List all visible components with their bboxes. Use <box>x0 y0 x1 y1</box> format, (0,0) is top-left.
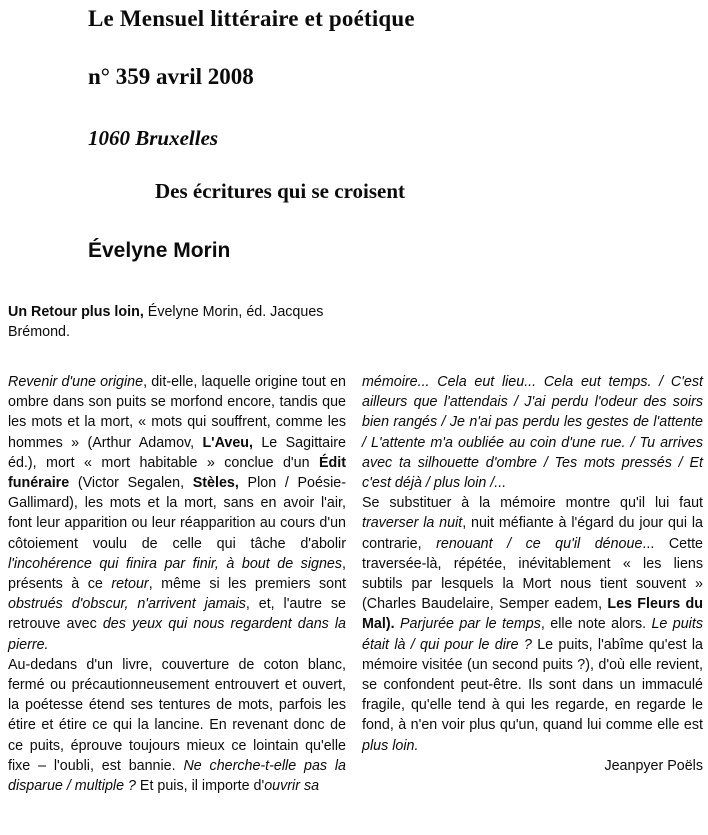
text-segment: Et puis, il importe d' <box>135 778 265 795</box>
text-segment: Le puits était là / qui pour le dire ? <box>362 616 703 653</box>
text-segment: plus loin. <box>362 737 419 754</box>
text-segment: obstrués d'obscur, n'arrivent jamais <box>8 596 246 613</box>
city-line: 1060 Bruxelles <box>88 126 219 150</box>
text-segment: Les Fleurs du Mal). <box>362 596 703 633</box>
paragraph-review-2 <box>8 655 346 796</box>
text-segment: mémoire... Cela eut lieu... Cela eut temps. / C'est ailleurs que l'attendais / J'ai perdu l'odeur des soirs bien rangés / Je n'ai pas perdu les gestes de l'attente / L'attente m'a oubliée au coin d'une rue. / Tu arrives avec ta silhouette d'ombre / Tes mots pressés / Et c'est déjà / plus loin /... <box>362 374 703 492</box>
left-column <box>8 372 346 796</box>
right-column <box>362 372 703 776</box>
text-segment: Se substituer à la mémoire montre qu'il lui faut <box>362 495 703 512</box>
text-segment: , dit-elle, laquelle origine tout en ombre dans son puits se morfond encore, tandis que les mots et la mort, « mots qui souffrent, comme les hommes » (Arthur Adamov, <box>8 374 346 451</box>
text-segment: Parjurée par le temps <box>399 616 541 633</box>
text-segment: ... Cette traversée-là, répétée, inévitablement « les liens subtils par lesquels la Mort nous tient souvent » (Charles Baudelaire, Semper eadem, <box>362 535 704 613</box>
text-segment: , nuit méfiante à l'égard du jour qui la contrarie, <box>362 515 704 552</box>
text-segment: Édit funéraire <box>8 454 346 492</box>
paragraph-review-1 <box>8 372 346 655</box>
paragraph-poem-quote <box>362 372 703 493</box>
text-segment: retour <box>111 576 149 593</box>
text-segment: traverser la nuit <box>362 515 463 532</box>
text-segment: Revenir d'une origine <box>8 374 144 390</box>
text-segment: ouvrir sa <box>264 778 320 795</box>
text-segment: , même si les premiers sont <box>148 576 346 593</box>
text-segment: Au-dedans d'un livre, couverture de coton blanc, fermé ou précautionneusement entrouvert et ouvert, la poétesse étend ses tentures de mots, parfois les étire et étire ce qui la lancine. En revenant donc de ce puits, éprouve toujours mieux ce lointain qu'elle fixe – l'oubli, est bannie. <box>8 656 346 774</box>
text-segment: , et, l'autre se retrouve avec <box>8 596 346 633</box>
text-segment: , elle note alors. <box>540 616 652 633</box>
author-heading: Évelyne Morin <box>88 239 231 262</box>
text-segment: Plon / Poésie-Gallimard), les mots et la mort, sans en avoir l'air, font leur apparition ou leur réapparition au cours d'un côtoiement voulu de celle qui tâche d'abolir <box>8 475 346 552</box>
text-segment: l'incohérence qui finira par finir, à bout de signes <box>8 555 343 572</box>
text-segment: Ne cherche-t-elle pas la disparue / multiple ? <box>8 757 347 795</box>
issue-number-line: n° 359 avril 2008 <box>88 64 254 89</box>
magazine-title: Le Mensuel littéraire et poétique <box>88 6 415 31</box>
paragraph-review-3 <box>362 493 703 756</box>
book-reference <box>8 303 346 342</box>
text-segment: Un Retour plus loin, <box>8 304 148 320</box>
text-segment: L'Aveu, <box>202 434 253 451</box>
text-segment: (Victor Segalen, <box>69 475 193 492</box>
text-segment: Le puits, l'abîme qu'est la mémoire visitée (un second puits ?), d'où elle revient, se confondent peut-être. Ils sont dans un immaculé fragile, qu'elle tend à qui les regarde, en regarde le fond, à n'en voir plus qu'un, quand lui comme elle est <box>362 636 703 734</box>
text-segment: des yeux qui nous regardent dans la pierre. <box>8 616 347 653</box>
reviewer-signature: Jeanpyer Poëls <box>604 757 703 774</box>
text-segment: Le Sagittaire éd.), mort « mort habitable » conclue d'un <box>8 434 346 471</box>
article-title: Des écritures qui se croisent <box>155 179 406 203</box>
text-segment: Évelyne Morin, éd. Jacques Brémond. <box>8 304 324 340</box>
text-segment: renouant / ce qu'il dénoue <box>436 535 643 552</box>
text-segment: , présents à ce <box>8 555 346 593</box>
text-segment: Stèles, <box>192 475 239 492</box>
